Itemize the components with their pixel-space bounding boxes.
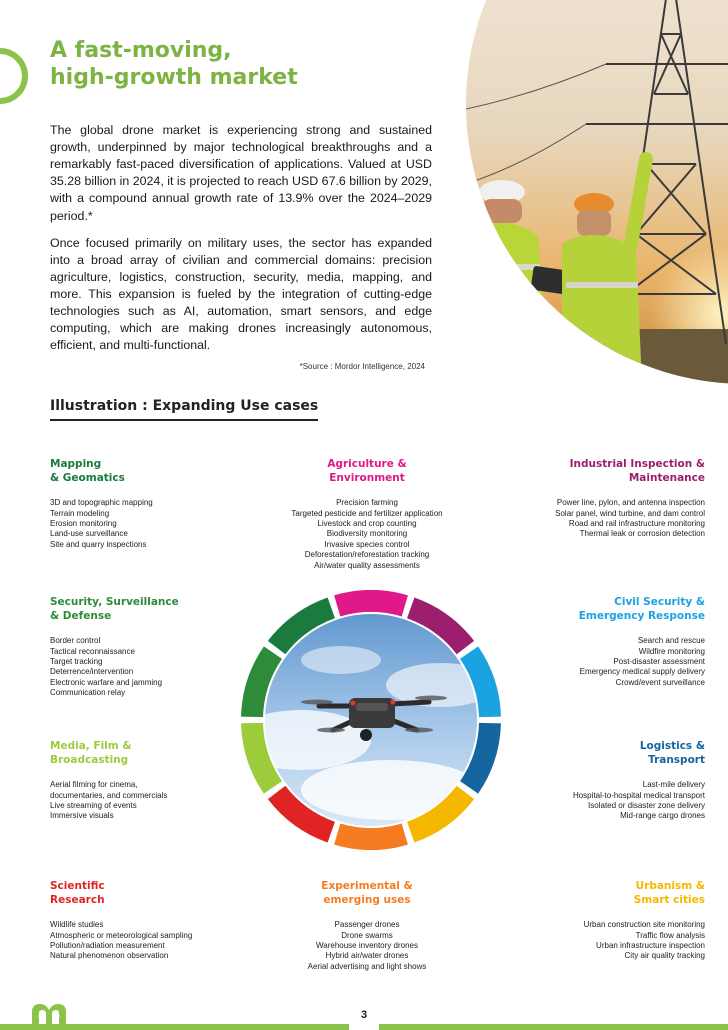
use-case-experimental: [267, 880, 467, 972]
use-case-urbanism: [505, 880, 705, 962]
use-case-list: [50, 920, 250, 962]
use-case-title-line-2: Smart cities: [633, 893, 705, 906]
illustration-heading: Illustration : Expanding Use cases: [50, 398, 318, 421]
list-item: Emergency medical supply delivery: [579, 667, 705, 677]
use-case-title: [267, 880, 467, 907]
list-item: Terrain modeling: [50, 508, 110, 518]
list-item: Natural phenomenon observation: [50, 951, 169, 961]
use-case-ring-graphic: [241, 590, 501, 850]
page-title-line-2: high-growth market: [50, 64, 298, 90]
list-item: Targeted pesticide and fertilizer application: [291, 508, 443, 518]
use-case-title: [505, 880, 705, 907]
list-item: Air/water quality assessments: [314, 560, 420, 570]
list-item: Drone swarms: [341, 930, 393, 940]
use-case-title-line-1: Scientific: [50, 880, 105, 892]
list-item: Erosion monitoring: [50, 519, 117, 529]
list-item: Passenger drones: [334, 920, 400, 930]
use-case-title-line-1: Industrial Inspection &: [569, 458, 705, 470]
list-item: Hospital-to-hospital medical transport: [572, 790, 705, 800]
list-item: Urban infrastructure inspection: [596, 941, 705, 951]
use-case-title-line-1: Logistics &: [639, 740, 705, 752]
use-case-civil-security: [505, 596, 705, 688]
intro-paragraph-1: The global drone market is experiencing strong and sustained growth, underpinned by major technological breakthroughs and a remarkably fast-paced diversification of applications. Valued at USD 35.28 billion in 2024, it is projected to reach USD 67.6 billion by 2029, with a compound annual growth rate of 13.9% over the 2024–2029 period.*: [50, 123, 432, 223]
use-case-list: [505, 920, 705, 962]
page-title: [50, 38, 298, 92]
use-case-logistics: [505, 740, 705, 822]
use-case-title-line-1: Media, Film &: [50, 740, 132, 752]
list-item: Communication relay: [50, 688, 126, 698]
list-item: Crowd/event surveillance: [615, 677, 705, 687]
list-item: Mid-range cargo drones: [620, 811, 705, 821]
use-case-industrial: [500, 458, 705, 540]
list-item: Isolated or disaster zone delivery: [588, 801, 705, 811]
list-item: Aerial advertising and light shows: [307, 961, 427, 971]
use-case-title: [505, 740, 705, 767]
use-case-title-line-2: Emergency Response: [578, 609, 705, 622]
list-item: Electronic warfare and jamming: [50, 677, 163, 687]
use-case-title-line-2: Environment: [329, 471, 405, 484]
use-case-title-line-1: Experimental &: [321, 880, 413, 892]
list-item: Search and rescue: [637, 636, 705, 646]
use-case-title: [50, 596, 250, 623]
intro-paragraph-2: Once focused primarily on military uses, the sector has expanded into a broad array of civilian and commercial domains: precision agriculture, logistics, construction, security, media, mapping, and more. This expansion is fueled by the integration of cutting-edge technologies such as AI, automation, smart sensors, and edge computing, which are making drones increasingly autonomous, efficient, and multi-functional.: [50, 235, 432, 353]
use-case-title-line-2: Maintenance: [628, 471, 705, 484]
use-case-title: [247, 458, 487, 485]
use-case-title-line-1: Agriculture &: [327, 458, 407, 470]
engineers-drone-illustration: [466, 0, 728, 384]
list-item: Deforestation/reforestation tracking: [304, 550, 430, 560]
list-item: Last-mile delivery: [642, 780, 705, 790]
list-item: Pollution/radiation measurement: [50, 941, 165, 951]
use-case-title-line-1: Civil Security &: [614, 596, 705, 608]
use-case-list: [50, 780, 250, 822]
list-item: Hybrid air/water drones: [325, 951, 409, 961]
use-case-security: [50, 596, 250, 699]
list-item: Road and rail infrastructure monitoring: [568, 519, 705, 529]
list-item: Solar panel, wind turbine, and dam control: [555, 508, 705, 518]
use-case-title-line-2: & Geomatics: [50, 471, 125, 484]
list-item: Biodiversity monitoring: [326, 529, 408, 539]
use-case-list: [267, 920, 467, 972]
list-item: Livestock and crop counting: [317, 519, 417, 529]
use-case-list: [505, 636, 705, 688]
use-case-agriculture: [247, 458, 487, 571]
use-case-media: [50, 740, 250, 822]
use-case-list: [500, 498, 705, 540]
list-item: Aerial filming for cinema,: [50, 780, 138, 790]
list-item: Live streaming of events: [50, 801, 137, 811]
list-item: Border control: [50, 636, 101, 646]
use-case-title-line-1: Mapping: [50, 458, 102, 470]
list-item: Immersive visuals: [50, 811, 114, 821]
list-item: Power line, pylon, and antenna inspection: [556, 498, 705, 508]
use-case-ring: [241, 590, 501, 850]
list-item: 3D and topographic mapping: [50, 498, 153, 508]
ring-segment-agriculture: [334, 590, 408, 616]
use-case-title-line-2: & Defense: [50, 609, 112, 622]
use-case-title-line-1: Security, Surveillance: [50, 596, 179, 608]
use-case-title-line-1: Urbanism &: [635, 880, 705, 892]
list-item: Traffic flow analysis: [635, 930, 705, 940]
list-item: Wildfire monitoring: [638, 646, 705, 656]
list-item: Deterrence/intervention: [50, 667, 134, 677]
use-case-title-line-2: Research: [50, 893, 105, 906]
use-case-title: [50, 740, 250, 767]
use-case-mapping: [50, 458, 250, 550]
list-item: Thermal leak or corrosion detection: [579, 529, 705, 539]
list-item: Warehouse inventory drones: [316, 941, 418, 951]
list-item: Site and quarry inspections: [50, 539, 147, 549]
list-item: Wildlife studies: [50, 920, 104, 930]
intro-text: [50, 122, 432, 364]
list-item: documentaries, and commercials: [50, 790, 168, 800]
use-case-list: [50, 498, 250, 550]
list-item: Urban construction site monitoring: [583, 920, 705, 930]
list-item: Land-use surveillance: [50, 529, 128, 539]
source-note: *Source : Mordor Intelligence, 2024: [299, 362, 425, 371]
use-case-title: [50, 880, 250, 907]
list-item: Tactical reconnaissance: [50, 646, 135, 656]
page-title-line-1: A fast-moving,: [50, 38, 232, 63]
list-item: Post-disaster assessment: [613, 657, 705, 667]
use-case-list: [50, 636, 250, 698]
use-case-title-line-2: emerging uses: [323, 893, 411, 906]
engineers-drone-photo: [466, 0, 728, 384]
page-number: 3: [349, 1004, 379, 1030]
use-case-title: [500, 458, 705, 485]
list-item: City air quality tracking: [624, 951, 705, 961]
use-case-title: [50, 458, 250, 485]
use-case-title-line-2: Broadcasting: [50, 753, 129, 766]
list-item: Atmospheric or meteorological sampling: [50, 930, 193, 940]
use-case-research: [50, 880, 250, 962]
use-case-title: [505, 596, 705, 623]
decorative-green-ring: [0, 48, 28, 104]
use-case-title-line-2: Transport: [648, 753, 705, 766]
use-case-list: [505, 780, 705, 822]
list-item: Precision farming: [336, 498, 398, 508]
list-item: Invasive species control: [324, 539, 410, 549]
ring-segment-experimental: [334, 824, 408, 850]
list-item: Target tracking: [50, 657, 103, 667]
use-case-list: [247, 498, 487, 571]
